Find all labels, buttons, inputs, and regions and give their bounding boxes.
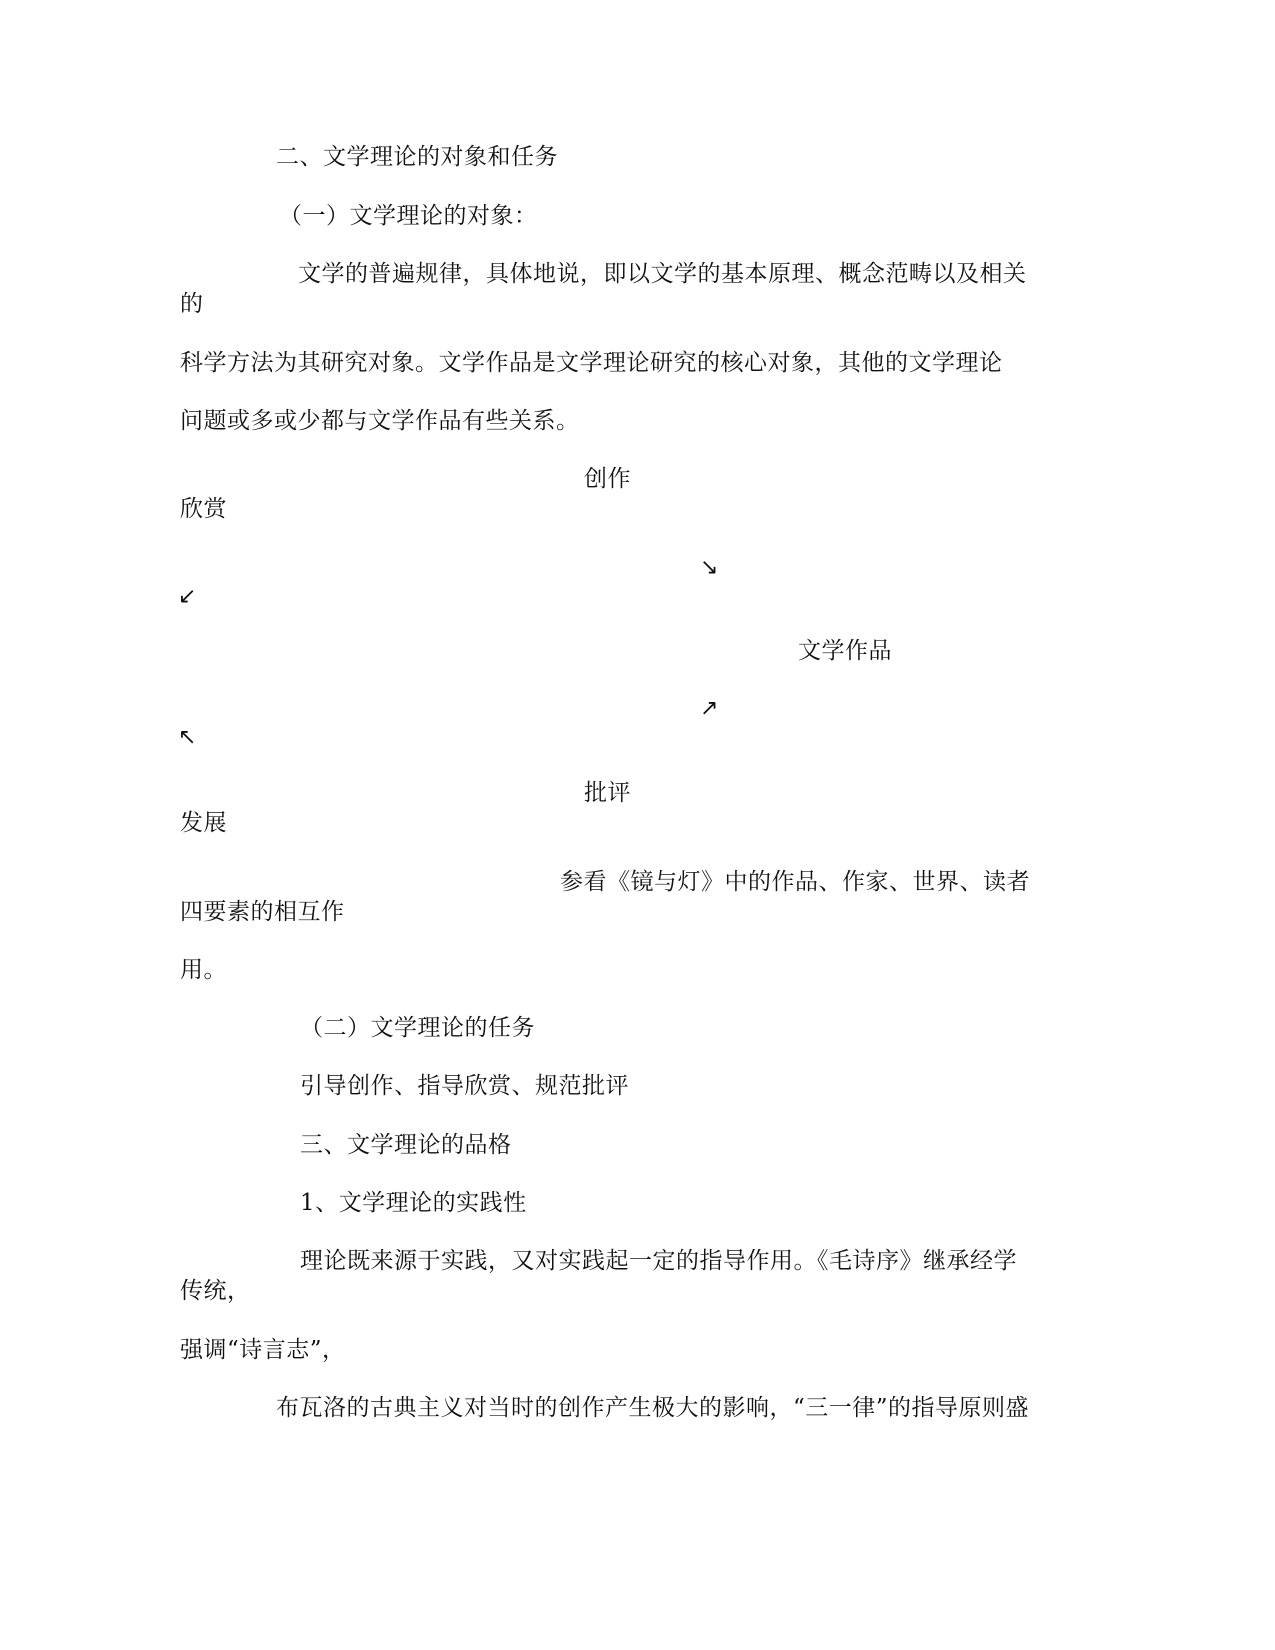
paragraph-line: 布瓦洛的古典主义对当时的创作产生极大的影响，“三一律”的指导原则盛 [276,1395,1030,1421]
subsection-title: （一）文学理论的对象： [279,203,538,229]
tasks-line: 引导创作、指导欣赏、规范批评 [300,1073,629,1099]
paragraph-line: 理论既来源于实践，又对实践起一定的指导作用。《毛诗序》继承经学 [300,1248,1017,1274]
paragraph-line: 的 [180,291,204,317]
paragraph-line: 传统， [180,1278,251,1304]
paragraph-line: 科学方法为其研究对象。文学作品是文学理论研究的核心对象，其他的文学理论 [180,350,1003,376]
reference-line: 参看《镜与灯》中的作品、作家、世界、读者 [560,869,1030,895]
arrow-up-right-icon: ↗ [700,696,719,721]
paragraph-line: 文学的普遍规律，具体地说，即以文学的基本原理、概念范畴以及相关 [298,261,1027,287]
diagram-label-development: 发展 [180,810,227,836]
reference-line: 四要素的相互作 [180,899,345,925]
arrow-up-left-icon: ↖ [178,725,197,750]
section-heading: 三、文学理论的品格 [300,1132,512,1158]
section-heading: 二、文学理论的对象和任务 [276,144,558,170]
paragraph-line: 问题或多或少都与文学作品有些关系。 [180,408,580,434]
diagram-label-appreciation: 欣赏 [180,496,227,522]
point-title: 1、文学理论的实践性 [300,1190,527,1216]
diagram-label-creation: 创作 [584,466,631,492]
paragraph-line: 强调“诗言志”， [180,1337,346,1363]
arrow-down-right-icon: ↘ [700,555,719,580]
reference-line: 用。 [180,957,227,983]
diagram-label-literary-work: 文学作品 [798,638,892,664]
subsection-title: （二）文学理论的任务 [300,1015,535,1041]
arrow-down-left-icon: ↙ [178,584,197,609]
diagram-label-criticism: 批评 [584,780,631,806]
